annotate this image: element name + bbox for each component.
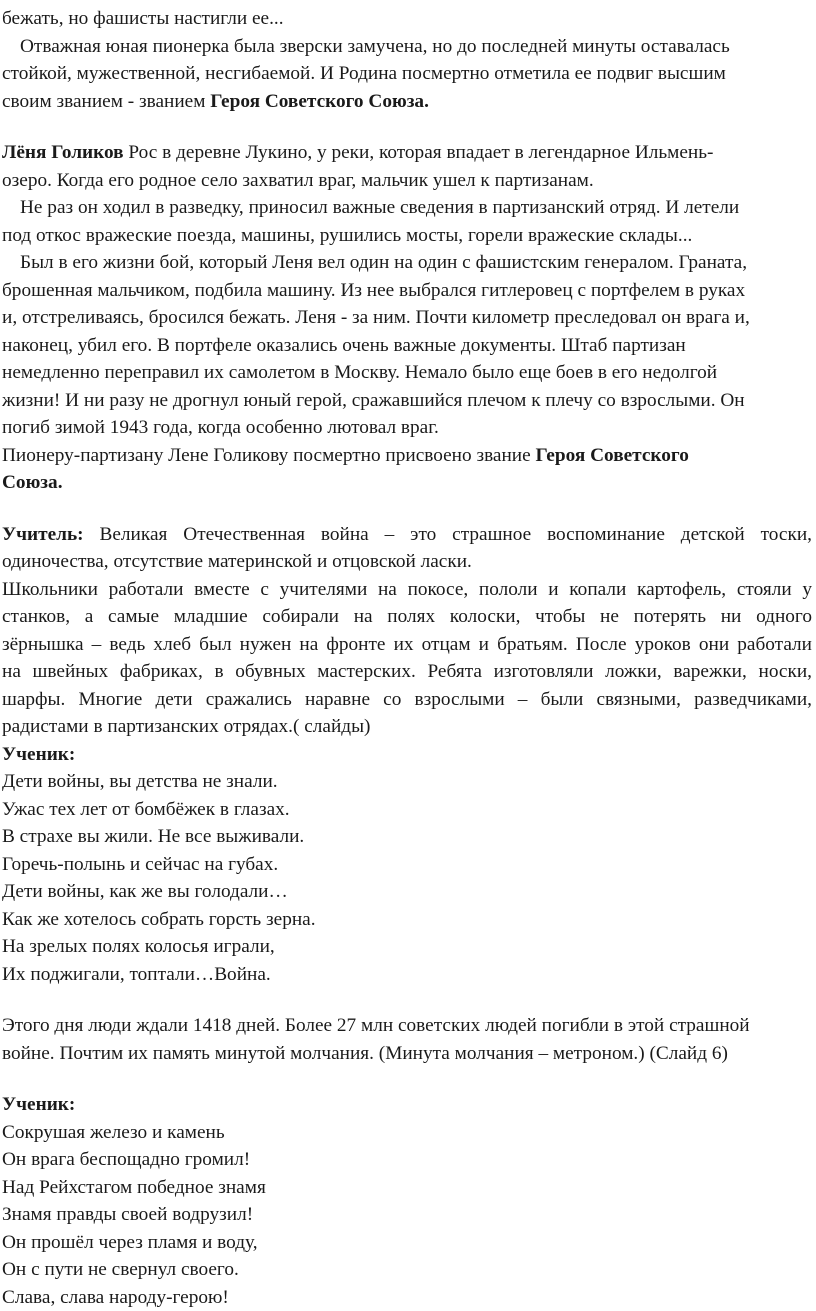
poem-line: Горечь-полынь и сейчас на губах. xyxy=(2,851,816,879)
text-run: Рос в деревне Лукино, у реки, которая впадает в легендарное Ильмень- xyxy=(124,142,714,163)
text-line: шарфы. Многие дети сражались наравне со взрослыми – были связными, разведчиками, xyxy=(2,686,812,714)
bold-title: Союза. xyxy=(2,472,63,493)
text-line xyxy=(2,442,816,470)
poem-line: Над Рейхстагом победное знамя xyxy=(2,1174,816,1202)
paragraph-teacher xyxy=(2,521,816,741)
text-line xyxy=(2,139,816,167)
hero-name: Лёня Голиков xyxy=(2,142,124,163)
poem-line: Как же хотелось собрать горсть зерна. xyxy=(2,906,816,934)
text-line: войне. Почтим их память минутой молчания. (Минута молчания – метроном.) (Слайд 6) xyxy=(2,1040,816,1068)
paragraph-zina-ending xyxy=(2,5,816,115)
poem-line: Он с пути не свернул своего. xyxy=(2,1256,816,1284)
text-line: одиночества, отсутствие материнской и отцовской ласки. xyxy=(2,548,816,576)
text-line: станков, а самые младшие собирали на полях колоски, чтобы не потерять ни одного xyxy=(2,603,812,631)
text-line: зёрнышка – ведь хлеб был нужен на фронте их отцам и братьям. После уроков они работали xyxy=(2,631,812,659)
poem-glory-to-people xyxy=(2,1091,816,1311)
bold-title: Героя Советского Союза. xyxy=(210,91,429,112)
bold-title: Героя Советского xyxy=(536,445,689,466)
text-line: погиб зимой 1943 года, когда особенно лютовал враг. xyxy=(2,414,816,442)
text-line: радистами в партизанских отрядах.( слайды) xyxy=(2,713,816,741)
paragraph-lenya-golikov xyxy=(2,139,816,497)
paragraph-minute-of-silence xyxy=(2,1012,816,1067)
text-line: на швейных фабриках, в обувных мастерских. Ребята изготовляли ложки, варежки, носки, xyxy=(2,658,812,686)
poem-line: Он врага беспощадно громил! xyxy=(2,1146,816,1174)
poem-line: Слава, слава народу-герою! xyxy=(2,1284,816,1311)
text-line: немедленно переправил их самолетом в Москву. Немало было еще боев в его недолгой xyxy=(2,359,816,387)
poem-line: Их поджигали, топтали…Война. xyxy=(2,961,816,989)
poem-line: Знамя правды своей водрузил! xyxy=(2,1201,816,1229)
poem-line: Ужас тех лет от бомбёжек в глазах. xyxy=(2,796,816,824)
text-line xyxy=(2,469,816,497)
text-line: жизни! И ни разу не дрогнул юный герой, сражавшийся плечом к плечу со взрослыми. Он xyxy=(2,387,816,415)
text-line: озеро. Когда его родное село захватил враг, мальчик ушел к партизанам. xyxy=(2,167,816,195)
poem-line: В страхе вы жили. Не все выживали. xyxy=(2,823,816,851)
text-line: наконец, убил его. В портфеле оказались очень важные документы. Штаб партизан xyxy=(2,332,816,360)
poem-line: Дети войны, как же вы голодали… xyxy=(2,878,816,906)
text-line: Был в его жизни бой, который Леня вел один на один с фашистским генералом. Граната, xyxy=(2,249,816,277)
poem-line: Сокрушая железо и камень xyxy=(2,1119,816,1147)
text-line: Школьники работали вместе с учителями на покосе, пололи и копали картофель, стояли у xyxy=(2,576,812,604)
text-run: своим званием - званием xyxy=(2,91,210,112)
speaker-label: Ученик: xyxy=(2,1091,816,1119)
text-line: стойкой, мужественной, несгибаемой. И Родина посмертно отметила ее подвиг высшим xyxy=(2,60,816,88)
text-line: Не раз он ходил в разведку, приносил важные сведения в партизанский отряд. И летели xyxy=(2,194,816,222)
text-line xyxy=(2,521,812,549)
text-line: под откос вражеские поезда, машины, рушились мосты, горели вражеские склады... xyxy=(2,222,816,250)
poem-line: Он прошёл через пламя и воду, xyxy=(2,1229,816,1257)
text-line: Отважная юная пионерка была зверски замучена, но до последней минуты оставалась xyxy=(2,33,816,61)
poem-line: На зрелых полях колосья играли, xyxy=(2,933,816,961)
text-line: брошенная мальчиком, подбила машину. Из нее выбрался гитлеровец с портфелем в руках xyxy=(2,277,816,305)
text-line: бежать, но фашисты настигли ее... xyxy=(2,5,816,33)
text-line: Этого дня люди ждали 1418 дней. Более 27 млн советских людей погибли в этой страшной xyxy=(2,1012,816,1040)
poem-children-of-war xyxy=(2,741,816,989)
text-line: и, отстреливаясь, бросился бежать. Леня - за ним. Почти километр преследовал он врага и, xyxy=(2,304,816,332)
text-run: Пионеру-партизану Лене Голикову посмертно присвоено звание xyxy=(2,445,536,466)
text-run: Великая Отечественная война – это страшное воспоминание детской тоски, xyxy=(84,524,812,545)
speaker-label: Учитель: xyxy=(2,524,84,545)
text-line xyxy=(2,88,816,116)
poem-line: Дети войны, вы детства не знали. xyxy=(2,768,816,796)
speaker-label: Ученик: xyxy=(2,741,816,769)
